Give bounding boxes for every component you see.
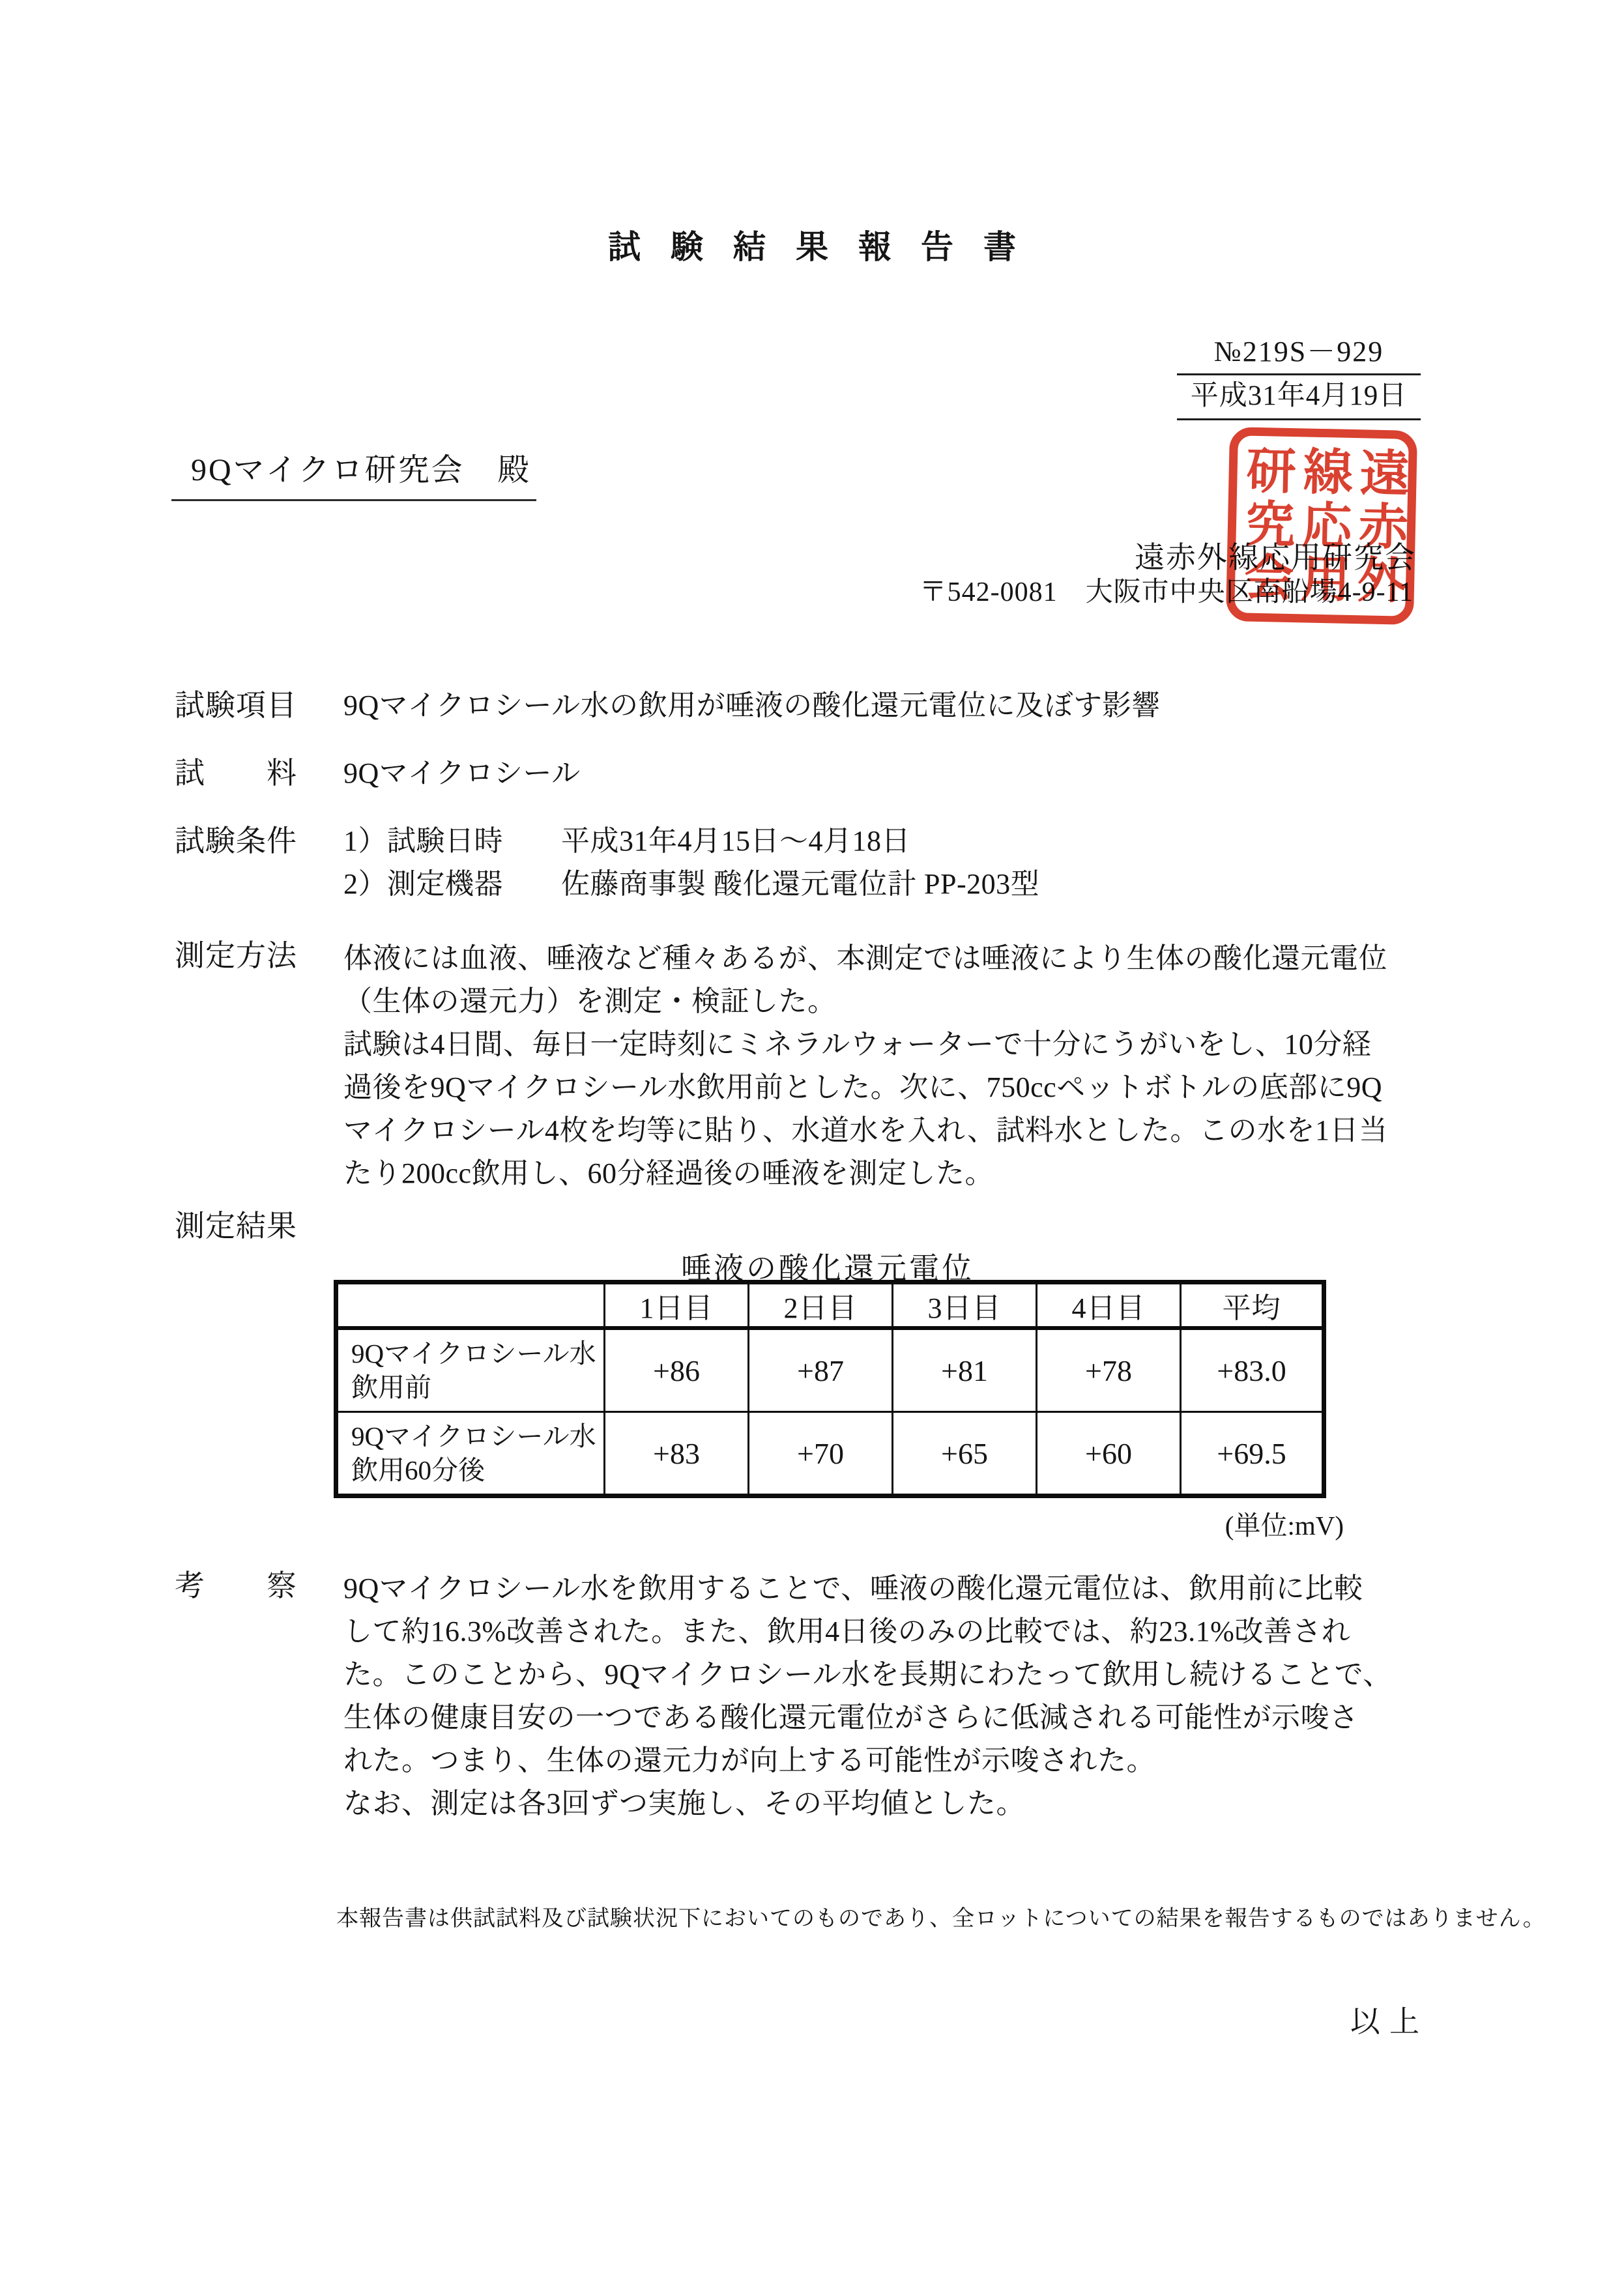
- addressee: 9Qマイクロ研究会 殿: [171, 451, 536, 501]
- discussion-line: れた。つまり、生体の還元力が向上する可能性が示唆された。: [343, 1744, 1155, 1776]
- doc-number: №219S－929: [1177, 334, 1421, 375]
- footer-note: 本報告書は供試試料及び試験状況下においてのものであり、全ロットについての結果を報告するものではありません。: [336, 1907, 1546, 1931]
- row-label: 9Qマイクロシール水 飲用前: [336, 1328, 605, 1412]
- section-label-conditions: 試験条件: [175, 824, 297, 858]
- section-content-conditions-line: 2）測定機器 佐藤商事製 酸化還元電位計 PP-203型: [343, 868, 1040, 900]
- seal-text: [1235, 444, 1408, 607]
- value-cell: +78: [1037, 1328, 1181, 1412]
- closing-text: 以上: [1350, 2005, 1428, 2038]
- value-cell: +86: [605, 1328, 749, 1412]
- value-cell: +87: [749, 1328, 893, 1412]
- issuer-name: 遠赤外線応用研究会: [1135, 541, 1416, 574]
- method-line: たり200cc飲用し、60分経過後の唾液を測定した。: [343, 1157, 994, 1189]
- section-label-method: 測定方法: [175, 939, 297, 972]
- seal-column: 線応用: [1292, 445, 1352, 607]
- company-seal-stamp: [1226, 427, 1417, 625]
- value-cell: +70: [749, 1412, 893, 1496]
- page-title: 試験結果報告書: [608, 229, 1046, 265]
- section-label-test-item: 試験項目: [175, 689, 297, 722]
- discussion-line: なお、測定は各3回ずつ実施し、その平均値とした。: [343, 1787, 1025, 1819]
- seal-column: 遠赤外: [1349, 446, 1408, 608]
- section-content-conditions-line: 1）試験日時 平成31年4月15日～4月18日: [343, 825, 910, 857]
- method-line: 体液には血液、唾液など種々あるが、本測定では唾液により生体の酸化還元電位: [343, 942, 1387, 974]
- method-line: （生体の還元力）を測定・検証した。: [343, 985, 837, 1017]
- value-cell: +83.0: [1181, 1328, 1324, 1412]
- column-header: 1日目: [605, 1282, 749, 1329]
- discussion-line: 9Qマイクロシール水を飲用することで、唾液の酸化還元電位は、飲用前に比較: [343, 1572, 1363, 1604]
- value-cell: +69.5: [1181, 1412, 1324, 1496]
- table-title: 唾液の酸化還元電位: [681, 1252, 974, 1285]
- row-label: 9Qマイクロシール水 飲用60分後: [336, 1412, 605, 1496]
- method-line: 過後を9Qマイクロシール水飲用前とした。次に、750ccペットボトルの底部に9Q: [343, 1071, 1382, 1103]
- value-cell: +65: [893, 1412, 1037, 1496]
- column-header-empty: [336, 1282, 605, 1329]
- seal-column: 研究会: [1236, 444, 1295, 606]
- column-header: 3日目: [893, 1282, 1037, 1329]
- section-content-test-item: 9Qマイクロシール水の飲用が唾液の酸化還元電位に及ぼす影響: [343, 689, 1161, 721]
- table-row: [336, 1412, 1324, 1496]
- column-header: 4日目: [1037, 1282, 1181, 1329]
- section-label-sample: 試 料: [175, 757, 297, 790]
- discussion-line: して約16.3%改善された。また、飲用4日後のみの比較では、約23.1%改善され: [343, 1615, 1351, 1647]
- discussion-line: た。このことから、9Qマイクロシール水を長期にわたって飲用し続けることで、: [343, 1658, 1392, 1690]
- section-content-sample: 9Qマイクロシール: [343, 757, 581, 789]
- value-cell: +83: [605, 1412, 749, 1496]
- results-table: [334, 1280, 1326, 1498]
- section-label-discussion: 考 察: [175, 1569, 297, 1602]
- section-label-results: 測定結果: [175, 1209, 297, 1243]
- column-header: 平均: [1181, 1282, 1324, 1329]
- table-header-row: [336, 1282, 1324, 1329]
- doc-date: 平成31年4月19日: [1177, 375, 1421, 420]
- issuer-address: 〒542-0081 大阪市中央区南船場4-9-11: [919, 577, 1414, 607]
- value-cell: +60: [1037, 1412, 1181, 1496]
- section-content-method: [343, 937, 1388, 1195]
- method-line: マイクロシール4枚を均等に貼り、水道水を入れ、試料水とした。この水を1日当: [343, 1114, 1388, 1146]
- section-content-discussion: [343, 1567, 1392, 1825]
- column-header: 2日目: [749, 1282, 893, 1329]
- doc-meta-block: [1177, 334, 1421, 420]
- value-cell: +81: [893, 1328, 1037, 1412]
- method-line: 試験は4日間、毎日一定時刻にミネラルウォーターで十分にうがいをし、10分経: [343, 1028, 1372, 1060]
- discussion-line: 生体の健康目安の一つである酸化還元電位がさらに低減される可能性が示唆さ: [343, 1701, 1359, 1733]
- table-row: [336, 1328, 1324, 1412]
- unit-note: (単位:mV): [1225, 1511, 1344, 1541]
